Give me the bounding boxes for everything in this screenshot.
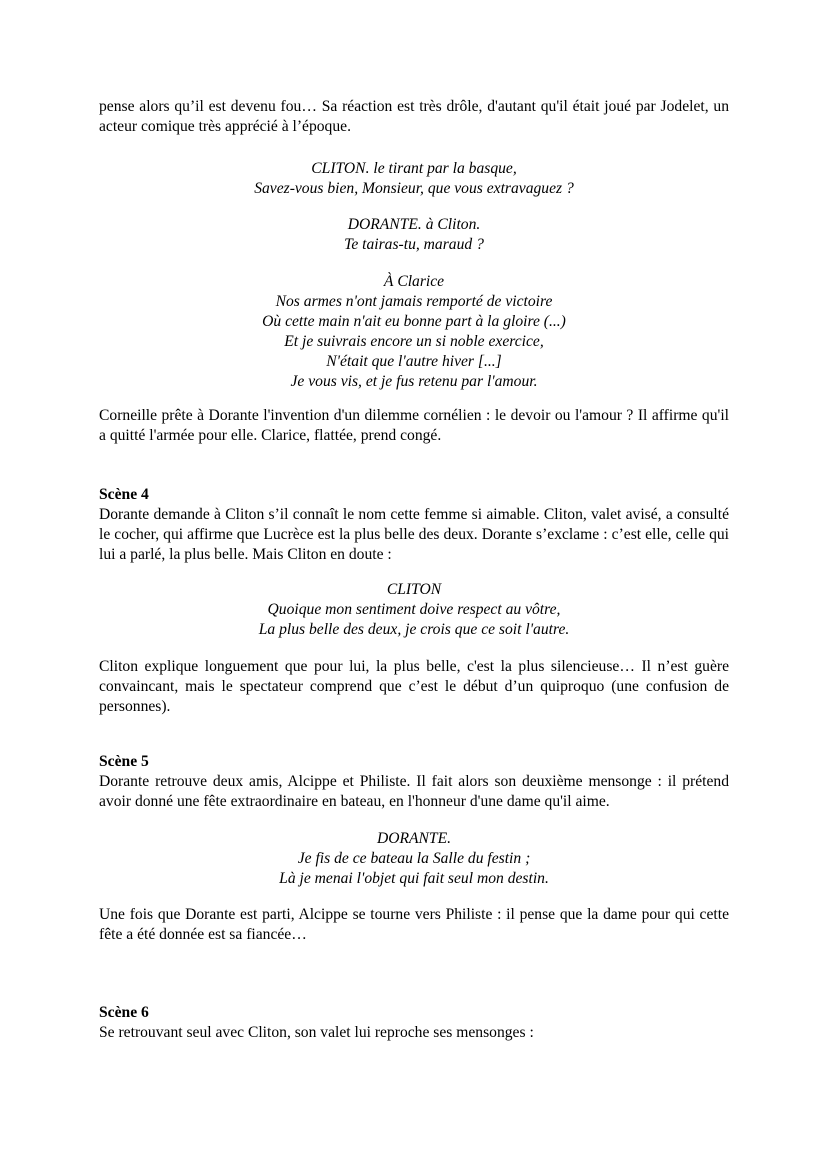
heading-scene-5: Scène 5 <box>99 753 149 770</box>
paragraph-intro: pense alors qu’il est devenu fou… Sa réaction est très drôle, d'autant qu'il était joué par Jodelet, un acteur comique très apprécié à l’époque. <box>99 98 729 135</box>
verse-line: Je fis de ce bateau la Salle du festin ; <box>297 850 531 867</box>
verse-line: DORANTE. <box>376 830 452 847</box>
verse-line: La plus belle des deux, je crois que ce soit l'autre. <box>258 621 570 638</box>
paragraph-scene-4: Dorante demande à Cliton s’il connaît le nom cette femme si aimable. Cliton, valet avisé, a consulté le cocher, qui affirme que Lucrèce est la plus belle des deux. Dorante s’exclame : c’est elle, celle qui lui a parlé, la plus belle. Mais Cliton en doute : <box>99 506 729 563</box>
verse-line: CLITON. le tirant par la basque, <box>311 160 517 177</box>
verse-line: Je vous vis, et je fus retenu par l'amour. <box>290 373 538 390</box>
verse-a-clarice <box>99 272 729 392</box>
verse-line: Là je menai l'objet qui fait seul mon destin. <box>279 870 549 887</box>
paragraph-fiancee: Une fois que Dorante est parti, Alcippe se tourne vers Philiste : il pense que la dame pour qui cette fête a été donnée est sa fiancée… <box>99 906 729 943</box>
verse-line: Savez-vous bien, Monsieur, que vous extravaguez ? <box>254 180 574 197</box>
verse-line: Nos armes n'ont jamais remporté de victoire <box>275 293 553 310</box>
verse-line: DORANTE. à Cliton. <box>347 216 481 233</box>
verse-line: Et je suivrais encore un si noble exercice, <box>284 333 544 350</box>
verse-line: CLITON <box>386 581 442 598</box>
heading-scene-4: Scène 4 <box>99 486 149 503</box>
verse-dorante-cliton <box>99 215 729 255</box>
verse-line: À Clarice <box>383 273 445 290</box>
paragraph-quiproquo: Cliton explique longuement que pour lui, la plus belle, c'est la plus silencieuse… Il n’est guère convaincant, mais le spectateur comprend que c’est le début d’un quiproquo (une confusion de personnes). <box>99 658 729 715</box>
paragraph-scene-6: Se retrouvant seul avec Cliton, son valet lui reproche ses mensonges : <box>99 1024 534 1041</box>
verse-cliton <box>99 580 729 640</box>
verse-line: Où cette main n'ait eu bonne part à la gloire (...) <box>262 313 566 330</box>
verse-line: Quoique mon sentiment doive respect au vôtre, <box>267 601 561 618</box>
paragraph-dilemme: Corneille prête à Dorante l'invention d'un dilemme cornélien : le devoir ou l'amour ? Il affirme qu'il a quitté l'armée pour elle. Clarice, flattée, prend congé. <box>99 407 729 444</box>
verse-cliton-basque <box>99 159 729 199</box>
heading-scene-6: Scène 6 <box>99 1004 149 1021</box>
paragraph-scene-5: Dorante retrouve deux amis, Alcippe et Philiste. Il fait alors son deuxième mensonge : il prétend avoir donné une fête extraordinaire en bateau, en l'honneur d'une dame qu'il aime. <box>99 773 729 810</box>
verse-dorante <box>99 829 729 889</box>
verse-line: Te tairas-tu, maraud ? <box>344 236 484 253</box>
verse-line: N'était que l'autre hiver [...] <box>326 353 502 370</box>
